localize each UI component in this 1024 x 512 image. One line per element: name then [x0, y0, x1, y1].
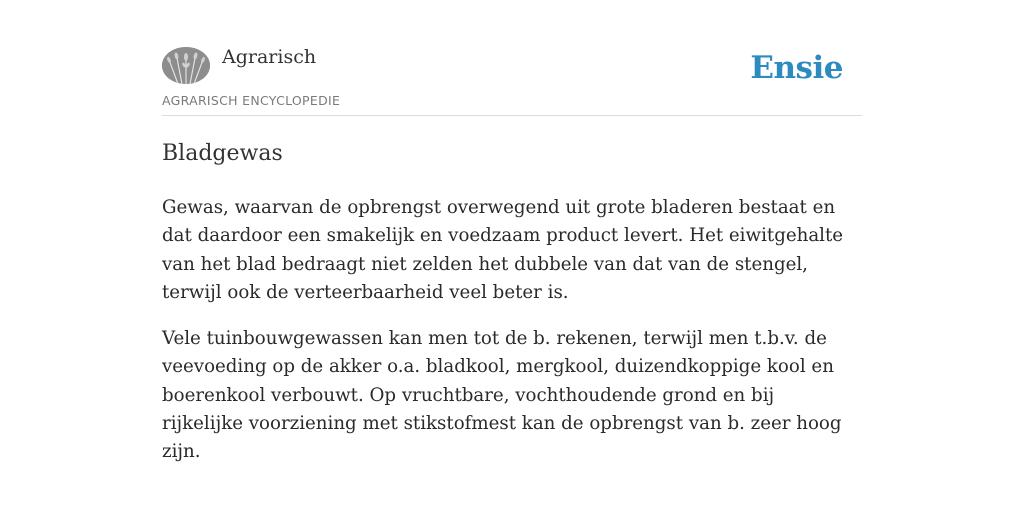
article-title: Bladgewas: [162, 141, 283, 166]
source-subtitle[interactable]: AGRARISCH ENCYCLOPEDIE: [162, 93, 341, 108]
wheat-icon: [162, 47, 210, 84]
article-paragraph: Vele tuinbouwgewassen kan men tot de b. rekenen, terwijl men t.b.v. de veevoeding op de akker o.a. bladkool, mergkool, duizendkoppige kool en boerenkool verbouwt. Op vruchtbare, vochthoudende grond en bij rijkelijke voorziening met stikstofmest kan de opbrengst van b. zeer hoog zijn.: [162, 328, 842, 463]
header: [162, 0, 862, 116]
brand-logo[interactable]: Ensie: [750, 50, 843, 86]
source-name[interactable]: Agrarisch: [222, 46, 317, 68]
article-body: [162, 194, 852, 485]
source-avatar[interactable]: [162, 47, 210, 84]
page: [162, 0, 862, 512]
article-paragraph: Gewas, waarvan de opbrengst overwegend uit grote bladeren bestaat en dat daardoor een smakelijk en voedzaam product levert. Het eiwitgehalte van het blad bedraagt niet zelden het dubbele van dat van de stengel, terwijl ook de verteerbaarheid veel beter is.: [162, 197, 844, 303]
